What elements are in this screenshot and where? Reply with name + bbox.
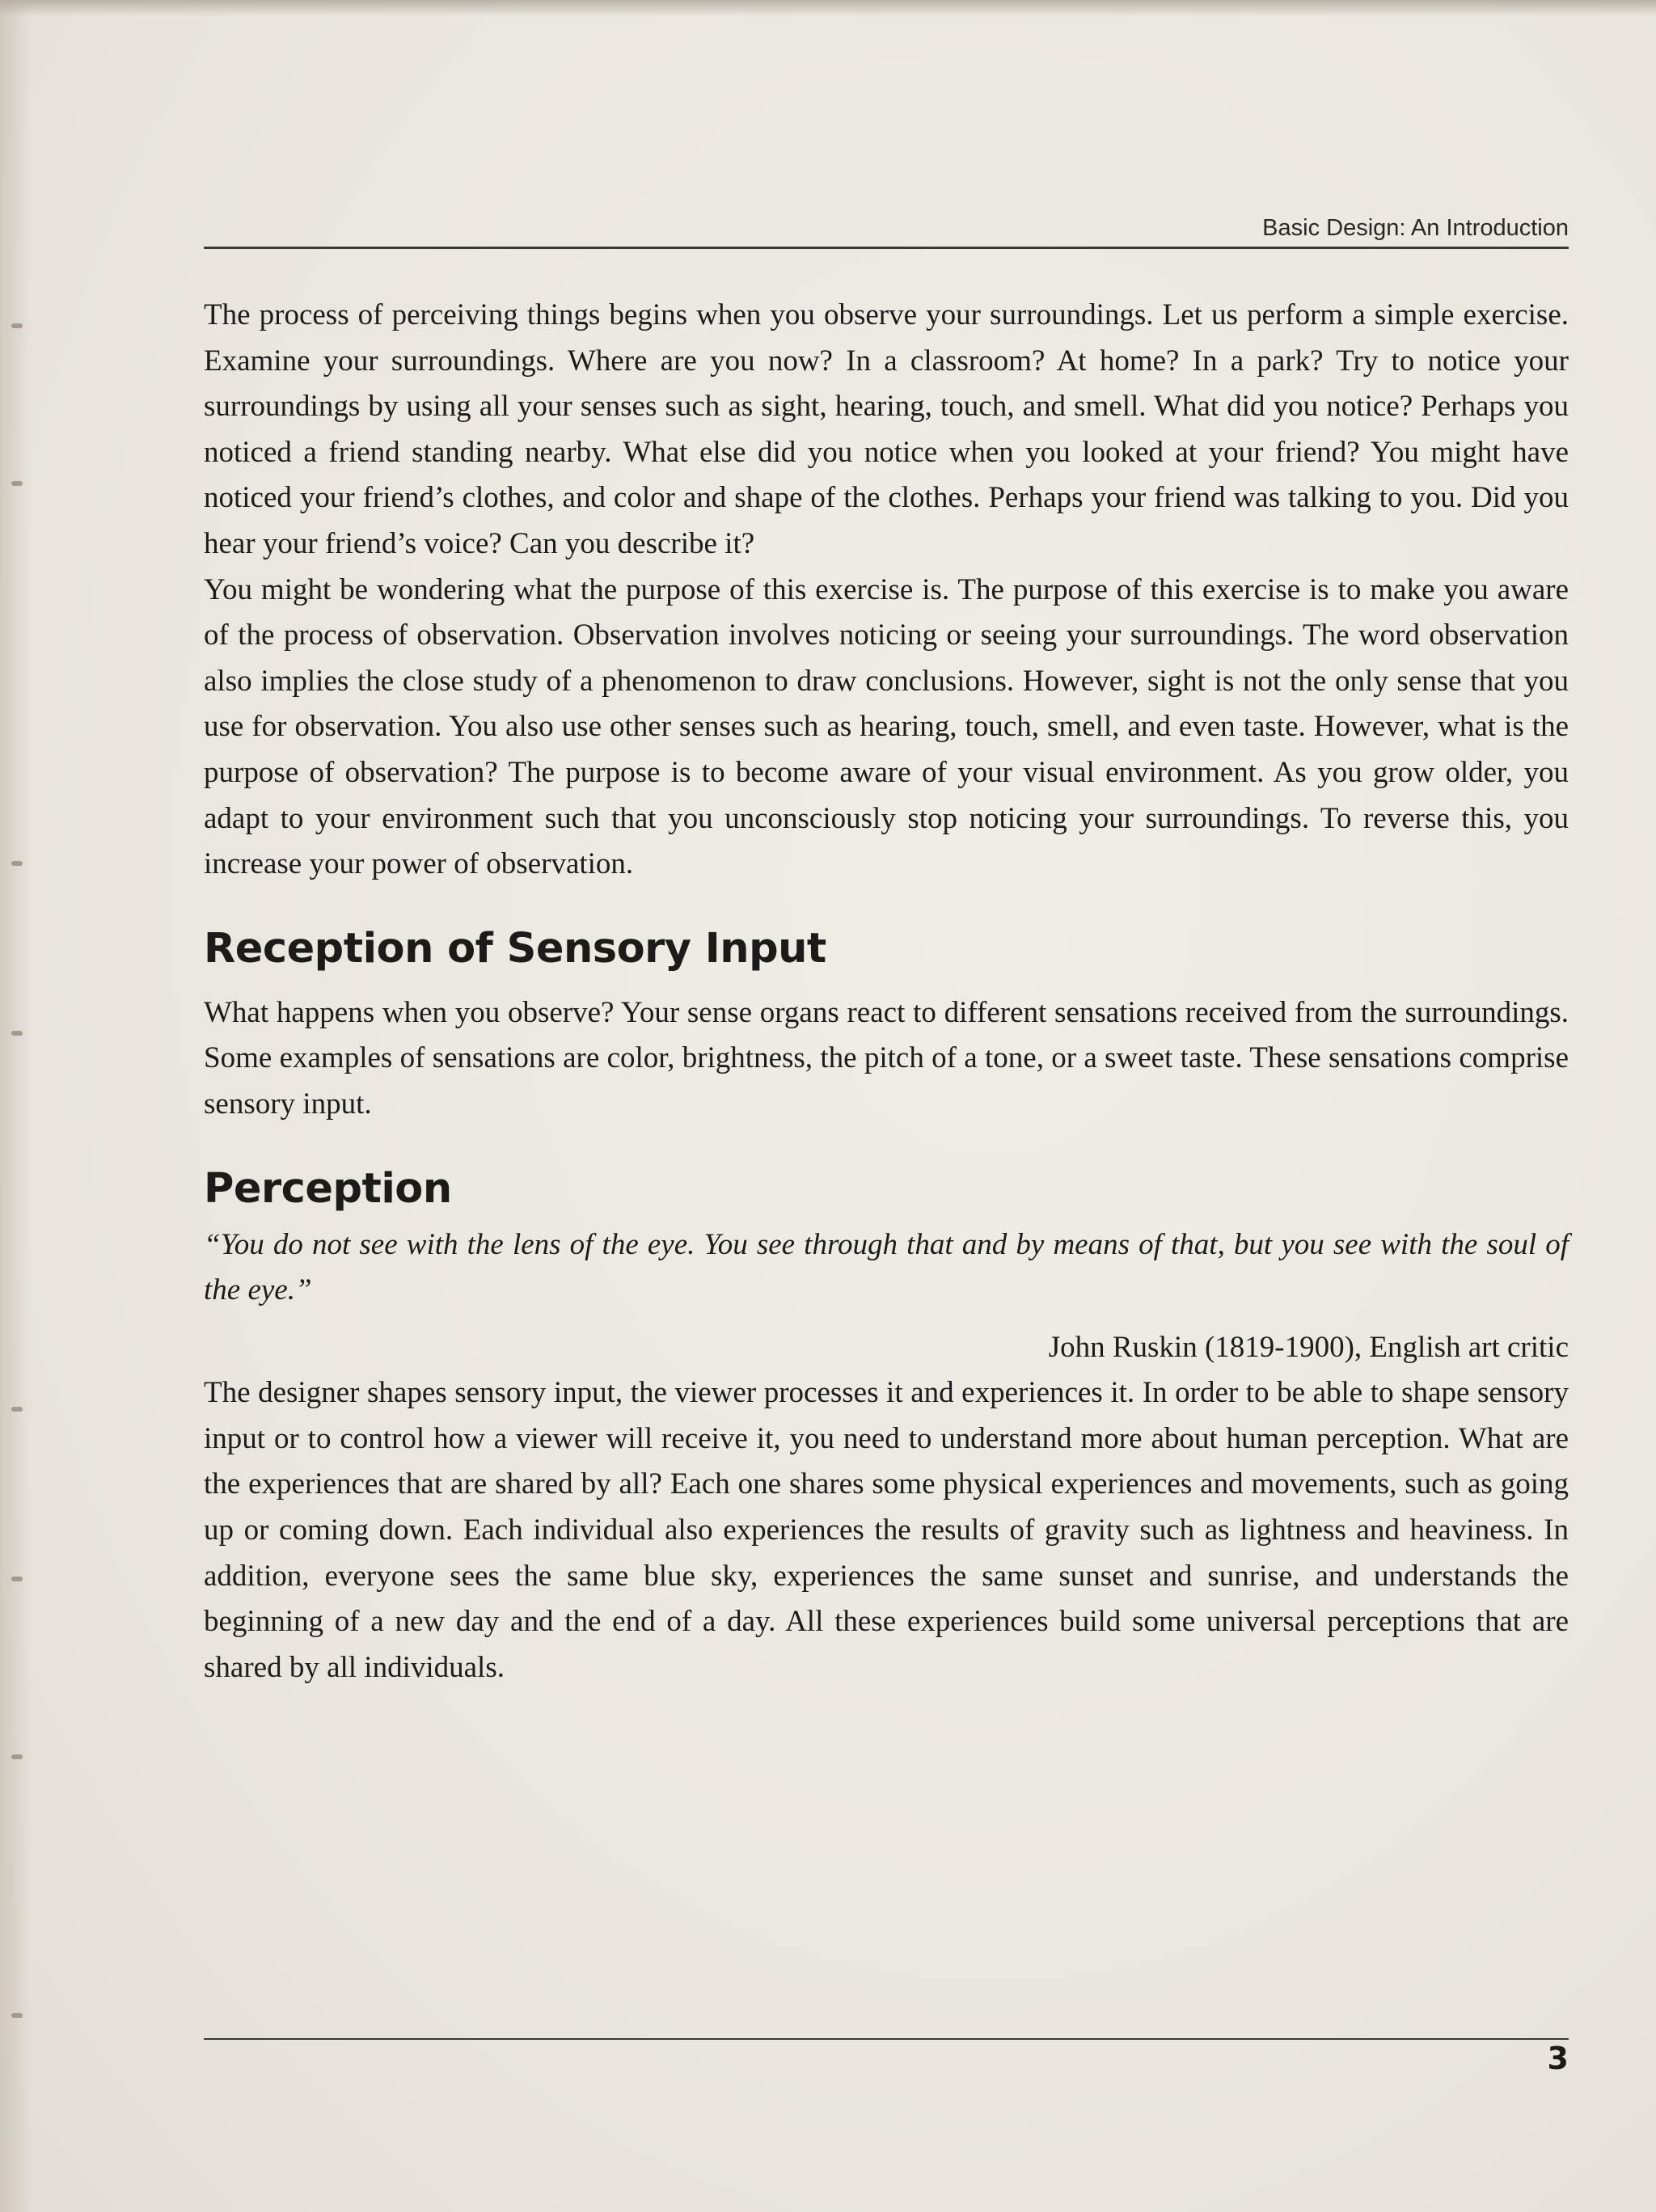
header-rule [204,247,1569,249]
page-number: 3 [1547,2041,1569,2076]
page-body [204,293,1569,1691]
binding-mark [11,861,23,866]
page-top-edge [0,0,1656,16]
binding-mark [11,1754,23,1759]
heading-perception: Perception [204,1164,452,1213]
binding-mark [11,323,23,328]
binding-shadow [0,0,32,2212]
paragraph-human-perception: The designer shapes sensory input, the viewer processes it and experiences it. In order to be able to shape sensory input or to control how a viewer will receive it, you need to understand more about human perception. What are the experiences that are shared by all? Each one shares some physical experiences and movements, such as going up or coming down. Each individual also experiences the results of gravity such as lightness and heaviness. In addition, everyone sees the same blue sky, experiences the same sunset and sunrise, and understands the beginning of a new day and the end of a day. All these experiences build some universal perceptions that are shared by all individuals. [204,1376,1569,1684]
heading-reception-of-sensory-input: Reception of Sensory Input [204,924,826,973]
running-header: Basic Design: An Introduction [1262,215,1569,241]
paragraph-sensory-input: What happens when you observe? Your sense organs react to different sensations received from the surroundings. Some examples of sensations are color, brightness, the pitch of a tone, or a sweet taste. These sensations comprise sensory input. [204,995,1569,1121]
binding-mark [11,2013,23,2018]
binding-mark [11,481,23,486]
binding-mark [11,1031,23,1036]
quote-attribution: John Ruskin (1819-1900), English art critic [1048,1330,1569,1364]
binding-mark [11,1577,23,1581]
footer-rule [204,2038,1569,2040]
binding-mark [11,1407,23,1412]
paragraph-observation-purpose: You might be wondering what the purpose of this exercise is. The purpose of this exercise is to make you aware of the process of observation. Observation involves noticing or seeing your surroundings. The word observation also implies the close study of a phenomenon to draw conclusions. However, sight is not the only sense that you use for observation. You also use other senses such as hearing, touch, smell, and even taste. However, what is the purpose of observation? The purpose is to become aware of your visual environment. As you grow older, you adapt to your environment such that you unconsciously stop noticing your surroundings. To reverse this, you increase your power of observation. [204,572,1569,881]
paragraph-observation-exercise: The process of perceiving things begins when you observe your surroundings. Let us perform a simple exercise. Examine your surroundings. Where are you now? In a classroom? At home? In a park? Try to notice your surroundings by using all your senses such as sight, hearing, touch, and smell. What did you notice? Perhaps you noticed a friend standing nearby. What else did you notice when you looked at your friend? You might have noticed your friend’s clothes, and color and shape of the clothes. Perhaps your friend was talking to you. Did you hear your friend’s voice? Can you describe it? [204,298,1569,560]
ruskin-quote: “You do not see with the lens of the eye. You see through that and by means of that, but you see with the soul of the eye.” [204,1227,1569,1307]
